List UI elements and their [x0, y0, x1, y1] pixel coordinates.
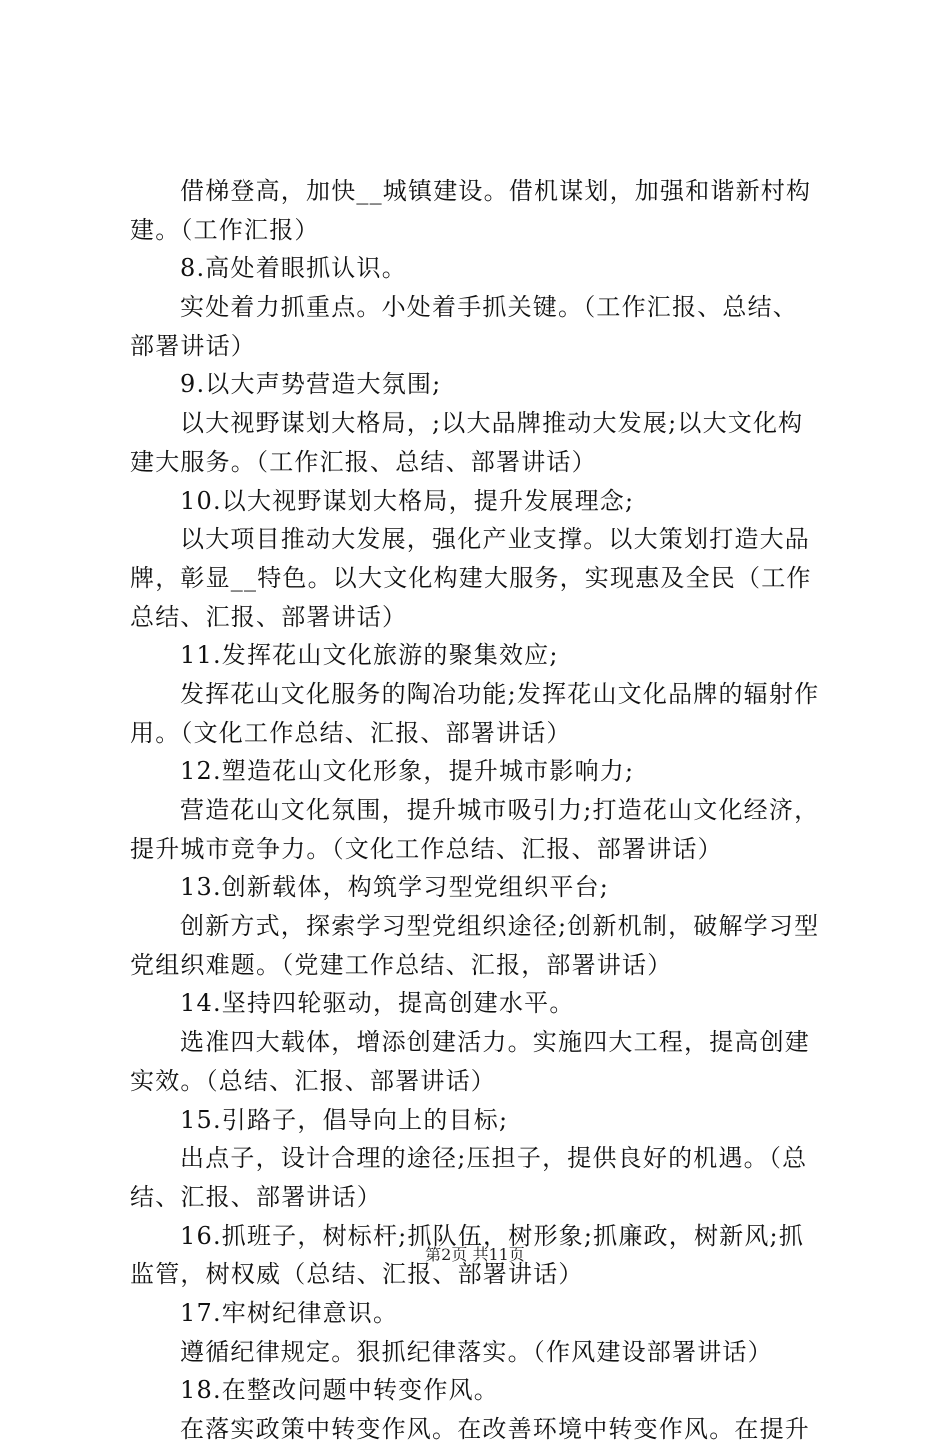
text-line: 13.创新载体，构筑学习型党组织平台; [180, 873, 610, 902]
text-line: 11.发挥花山文化旅游的聚集效应; [180, 641, 559, 670]
text-line: 部署讲话） [130, 331, 256, 360]
text-line: 以大项目推动大发展，强化产业支撑。以大策划打造大品 [180, 525, 810, 554]
text-line: 16.抓班子，树标杆;抓队伍，树形象;抓廉政，树新风;抓 [180, 1221, 805, 1250]
text-line: 结、汇报、部署讲话） [130, 1182, 382, 1211]
text-line: 实效。（总结、汇报、部署讲话） [130, 1066, 496, 1095]
text-line: 遵循纪律规定。狠抓纪律落实。（作风建设部署讲话） [180, 1337, 773, 1366]
text-line: 以大视野谋划大格局，;以大品牌推动大发展;以大文化构 [180, 409, 804, 438]
text-line: 借梯登高，加快__城镇建设。借机谋划，加强和谐新村构 [180, 177, 812, 205]
text-line: 12.塑造花山文化形象，提升城市影响力; [180, 757, 635, 786]
text-line: 10.以大视野谋划大格局，提升发展理念; [180, 486, 635, 515]
text-line: 17.牢树纪律意识。 [180, 1298, 399, 1327]
text-line: 监管，树权威（总结、汇报、部署讲话） [130, 1260, 584, 1289]
text-line: 建。（工作汇报） [130, 215, 320, 244]
text-line: 实处着力抓重点。小处着手抓关键。（工作汇报、总结、 [180, 293, 798, 322]
text-line: 用。（文化工作总结、汇报、部署讲话） [130, 718, 572, 747]
text-line: 选准四大载体，增添创建活力。实施四大工程，提高创建 [180, 1028, 810, 1057]
text-line: 8.高处着眼抓认识。 [180, 254, 407, 283]
text-line: 18.在整改问题中转变作风。 [180, 1376, 499, 1405]
text-line: 在落实政策中转变作风。在改善环境中转变作风。在提升 [180, 1415, 810, 1443]
text-line: 15.引路子，倡导向上的目标; [180, 1105, 509, 1134]
text-line: 总结、汇报、部署讲话） [130, 602, 408, 631]
text-line: 牌，彰显__特色。以大文化构建大服务，实现惠及全民（工作 [130, 563, 812, 592]
text-line: 建大服务。（工作汇报、总结、部署讲话） [130, 447, 597, 476]
text-line: 9.以大声势营造大氛围; [180, 370, 442, 399]
text-line: 创新方式，探索学习型党组织途径;创新机制，破解学习型 [180, 912, 820, 941]
page-footer: 第2页 共11页 [425, 1245, 525, 1264]
text-line: 党组织难题。（党建工作总结、汇报，部署讲话） [130, 950, 673, 979]
text-line: 14.坚持四轮驱动，提高创建水平。 [180, 989, 575, 1018]
text-line: 出点子，设计合理的途径;压担子，提供良好的机遇。（总 [180, 1144, 808, 1173]
text-line: 发挥花山文化服务的陶冶功能;发挥花山文化品牌的辐射作 [180, 679, 820, 708]
text-line: 提升城市竞争力。（文化工作总结、汇报、部署讲话） [130, 834, 723, 863]
text-line: 营造花山文化氛围，提升城市吸引力;打造花山文化经济， [180, 796, 820, 824]
